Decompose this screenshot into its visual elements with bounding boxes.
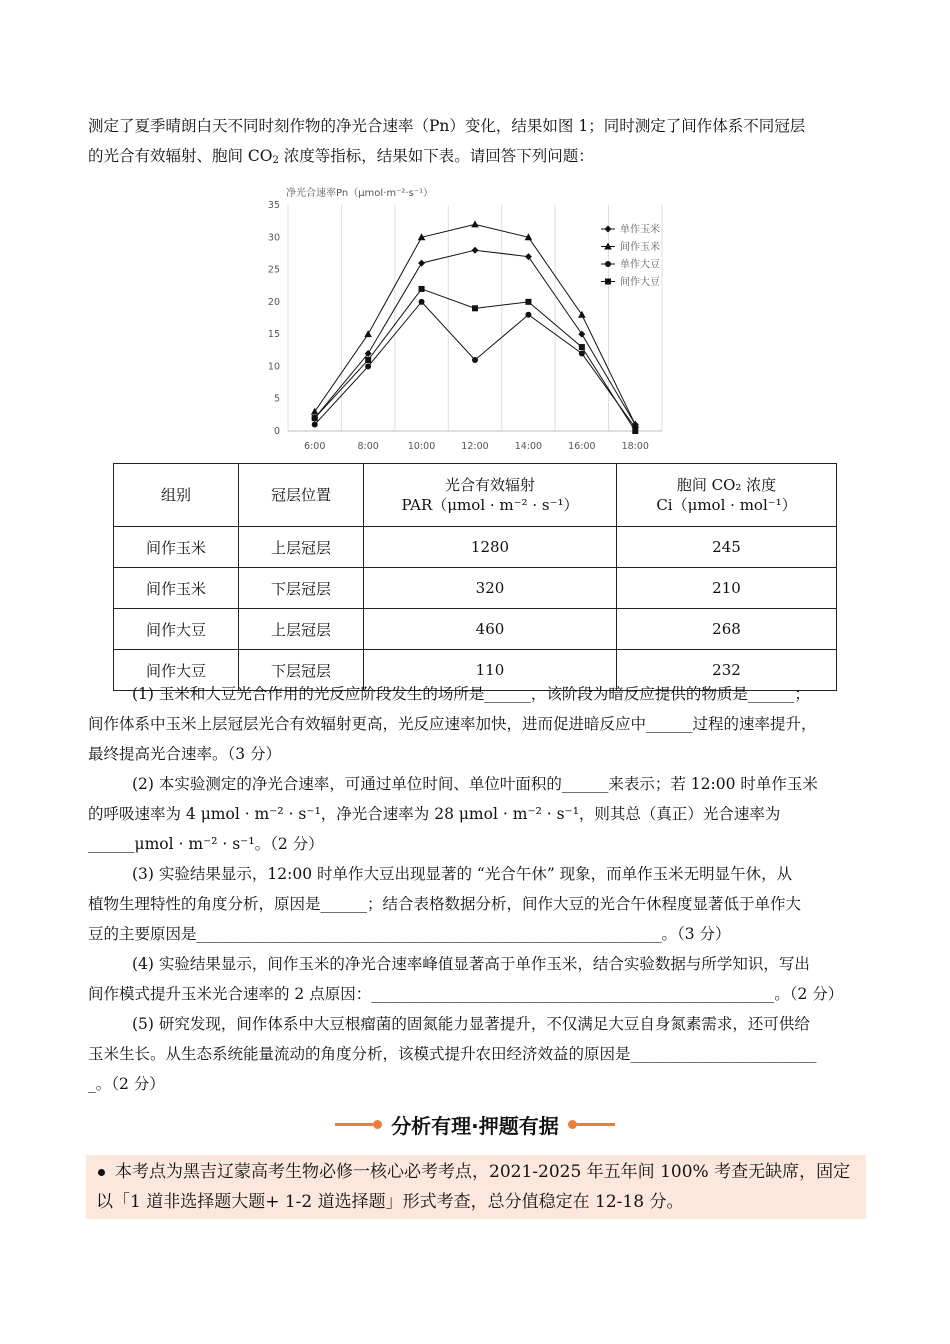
header-ci [617,464,837,527]
table-row [114,568,837,609]
exam-note-text: 本考点为黑吉辽蒙高考生物必修一核心必考考点，2021-2025 年五年间 100% 考查无缺席，固定以「1 道非选择题大题+ 1-2 道选择题」形式考查，总分值稳定在 12-18 分。 [96,1162,851,1212]
chart-point [525,312,531,318]
chart-y-tick-label: 15 [267,329,280,341]
intro-line-1: 测定了夏季晴朗白天不同时刻作物的净光合速率（Pn）变化，结果如图 1；同时测定了间作体系不同冠层 [88,117,806,135]
header-par-unit: PAR（μmol · m⁻² · s⁻¹） [401,496,579,514]
chart-x-tick-label: 18:00 [621,441,649,452]
chart-point [579,344,585,350]
question-2-line-2: 的呼吸速率为 4 μmol · m⁻² · s⁻¹，净光合速率为 28 μmol · m⁻² · s⁻¹，则其总（真正）光合速率为 [88,805,781,823]
chart-point [578,331,585,338]
chart-series-group [311,220,639,434]
pn-line-chart [267,180,690,460]
chart-point [632,428,638,434]
header-group: 组别 [114,464,239,527]
chart-axes [268,200,662,452]
chart-y-tick-label: 30 [267,232,280,244]
chart-y-tick-label: 35 [267,200,280,211]
chart-series-1 [311,247,639,428]
chart-point [419,299,425,305]
chart-point [364,330,372,337]
chart-legend-entry [601,258,660,271]
chart-y-tick-label: 10 [267,361,280,373]
chart-point [525,253,532,260]
table-cell: 232 [617,650,837,691]
measurement-table [113,463,837,691]
table-cell: 间作大豆 [114,650,239,691]
chart-legend-label: 单作大豆 [620,259,660,271]
chart-point [605,261,611,267]
intro-line-2-b: 浓度等指标，结果如下表。请回答下列问题： [278,147,594,165]
chart-x-tick-label: 10:00 [407,441,436,452]
chart-point [471,220,479,227]
chart-point [312,422,318,428]
question-1-line-2: 间作体系中玉米上层冠层光合有效辐射更高，光反应速率加快，进而促进暗反应中______过程的速率提升， [88,715,817,733]
question-2-line-1: (2) 本实验测定的净光合速率，可通过单位时间、单位叶面积的______来表示；若 12:00 时单作玉米 [132,775,818,793]
chart-legend-entry [601,223,660,236]
table-cell: 下层冠层 [239,650,364,691]
table-cell: 245 [617,527,837,568]
table-cell: 上层冠层 [239,609,364,650]
question-3-line-2: 植物生理特性的角度分析，原因是______；结合表格数据分析，间作大豆的光合午休程度显著低于单作大 [88,895,802,913]
section-banner [0,1110,950,1139]
banner-title: 分析有理·押题有据 [391,1114,559,1138]
chart-legend-entry [601,240,660,253]
table-cell: 下层冠层 [239,568,364,609]
header-canopy: 冠层位置 [239,464,364,527]
chart-point [312,415,318,421]
question-4-line-2: 间作模式提升玉米光合速率的 2 点原因：____________________________________________________。（2 分） [88,985,844,1003]
chart-series-3 [312,299,639,431]
chart-y-tick-label: 25 [267,264,280,276]
table-row [114,609,837,650]
table-cell: 320 [364,568,617,609]
chart-series-line [315,302,636,428]
table-cell: 268 [617,609,837,650]
question-1-line-3: 最终提高光合速率。（3 分） [88,745,282,763]
chart-legend-entry [601,275,660,288]
chart-point [365,357,371,363]
chart-point [578,311,586,318]
table-cell: 间作玉米 [114,527,239,568]
chart-x-tick-label: 16:00 [568,441,596,452]
chart-x-tick-label: 14:00 [514,441,543,452]
chart-point [472,247,479,254]
header-ci-title: 胞间 CO₂ 浓度 [676,476,777,494]
table-cell: 210 [617,568,837,609]
question-2-line-3: ______μmol · m⁻² · s⁻¹。（2 分） [88,835,324,853]
chart-point [418,260,425,267]
chart-point [472,305,478,311]
table-header-row [114,464,837,527]
banner-dot-left [373,1120,382,1129]
header-par [364,464,617,527]
chart-y-tick-label: 5 [273,393,280,405]
chart-series-line [315,224,636,424]
question-4-line-1: (4) 实验结果显示，间作玉米的净光合速率峰值显著高于单作玉米，结合实验数据与所学知识，写出 [132,955,810,973]
chart-point [579,351,585,357]
table-cell: 上层冠层 [239,527,364,568]
question-3-line-3: 豆的主要原因是____________________________________________________________。（3 分） [88,925,731,943]
question-5-line-2: 玉米生长。从生态系统能量流动的角度分析，该模式提升农田经济效益的原因是________________________ [88,1045,817,1063]
chart-gridlines [288,205,662,431]
chart-point [472,357,478,363]
chart-y-tick-label: 0 [273,426,280,437]
chart-y-axis-label: 净光合速率Pn（μmol·m⁻²·s⁻¹） [286,188,434,199]
table-cell: 1280 [364,527,617,568]
chart-x-tick-label: 12:00 [461,441,489,452]
chart-y-tick-label: 20 [267,296,280,308]
question-1-line-1: (1) 玉米和大豆光合作用的光反应阶段发生的场所是______，该阶段为暗反应提供的物质是______； [132,685,810,703]
header-par-title: 光合有效辐射 [444,476,535,494]
table-cell: 460 [364,609,617,650]
questions-block [88,679,864,1099]
bullet-icon [98,1169,105,1176]
question-5-line-3: _。（2 分） [88,1075,165,1093]
banner-line-right [577,1123,615,1126]
table-cell: 间作大豆 [114,609,239,650]
chart-point [525,299,531,305]
chart-legend-label: 单作玉米 [620,224,660,236]
table-cell: 110 [364,650,617,691]
banner-dot-right [568,1120,577,1129]
table-row [114,527,837,568]
exam-note-box [86,1155,866,1219]
banner-line-left [335,1123,373,1126]
table-cell: 间作玉米 [114,568,239,609]
chart-x-tick-label: 6:00 [304,441,326,452]
question-3-line-1: (3) 实验结果显示，12:00 时单作大豆出现显著的 “光合午休” 现象，而单作玉米无明显午休，从 [132,865,793,883]
intro-line-2-a: 的光合有效辐射、胞间 CO [88,147,273,165]
intro-line-2 [88,141,864,176]
chart-point [605,279,611,285]
intro-paragraph [88,111,864,176]
chart-legend-label: 间作玉米 [620,242,660,253]
header-ci-unit: Ci（μmol · mol⁻¹） [656,496,797,514]
chart-legend-label: 间作大豆 [620,277,660,288]
chart-legend [601,223,660,289]
chart-point [605,226,612,233]
question-5-line-1: (5) 研究发现，间作体系中大豆根瘤菌的固氮能力显著提升，不仅满足大豆自身氮素需求，还可供给 [132,1015,810,1033]
intro-co2-subscript: 2 [272,155,279,166]
chart-point [419,286,425,292]
chart-point [311,408,319,415]
chart-series-line [315,250,636,424]
chart-x-tick-label: 8:00 [357,441,379,452]
chart-point [365,363,371,369]
